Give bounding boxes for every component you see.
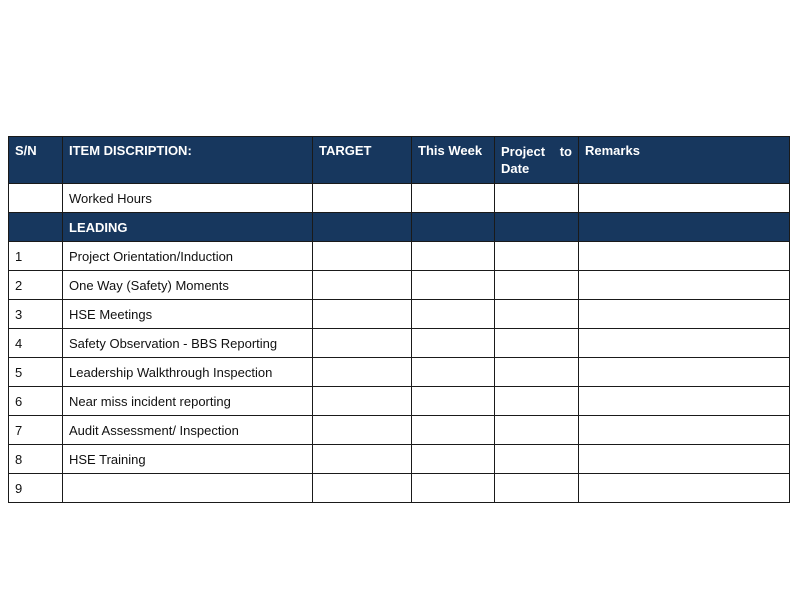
table-row [9, 271, 790, 300]
section-remarks-cell [579, 213, 790, 242]
target-cell [313, 271, 412, 300]
sn-cell [9, 184, 63, 213]
remarks-cell [579, 329, 790, 358]
section-target-cell [313, 213, 412, 242]
this-week-cell [412, 242, 495, 271]
this-week-cell [412, 358, 495, 387]
this-week-cell [412, 329, 495, 358]
this-week-cell [412, 445, 495, 474]
remarks-cell [579, 358, 790, 387]
sn-cell: 8 [9, 445, 63, 474]
project-to-date-cell [495, 300, 579, 329]
project-to-date-cell [495, 271, 579, 300]
header-target: TARGET [313, 137, 412, 184]
this-week-cell [412, 387, 495, 416]
section-sn-cell [9, 213, 63, 242]
this-week-cell [412, 416, 495, 445]
table-row [9, 445, 790, 474]
remarks-cell [579, 242, 790, 271]
sn-cell: 3 [9, 300, 63, 329]
remarks-cell [579, 300, 790, 329]
target-cell [313, 445, 412, 474]
project-to-date-cell [495, 474, 579, 503]
item-cell: Safety Observation - BBS Reporting [63, 329, 313, 358]
project-to-date-cell [495, 329, 579, 358]
section-label: LEADING [63, 213, 313, 242]
header-sn: S/N [9, 137, 63, 184]
table-row [9, 474, 790, 503]
item-rows [9, 242, 790, 503]
item-cell: Worked Hours [63, 184, 313, 213]
header-this-week: This Week [412, 137, 495, 184]
item-cell: Near miss incident reporting [63, 387, 313, 416]
this-week-cell [412, 474, 495, 503]
section-this-week-cell [412, 213, 495, 242]
table-row [9, 358, 790, 387]
worked-hours-row [9, 184, 790, 213]
header-remarks: Remarks [579, 137, 790, 184]
table-row [9, 329, 790, 358]
remarks-cell [579, 416, 790, 445]
header-item-description: ITEM DISCRIPTION: [63, 137, 313, 184]
target-cell [313, 329, 412, 358]
section-project-to-date-cell [495, 213, 579, 242]
header-row [9, 137, 790, 184]
sn-cell: 4 [9, 329, 63, 358]
this-week-cell [412, 184, 495, 213]
target-cell [313, 387, 412, 416]
item-cell: Audit Assessment/ Inspection [63, 416, 313, 445]
table-row [9, 300, 790, 329]
table-row [9, 242, 790, 271]
item-cell: Leadership Walkthrough Inspection [63, 358, 313, 387]
target-cell [313, 416, 412, 445]
section-row-leading [9, 213, 790, 242]
item-cell: One Way (Safety) Moments [63, 271, 313, 300]
remarks-cell [579, 445, 790, 474]
remarks-cell [579, 271, 790, 300]
project-to-date-cell [495, 358, 579, 387]
sn-cell: 6 [9, 387, 63, 416]
target-cell [313, 184, 412, 213]
item-cell [63, 474, 313, 503]
sn-cell: 5 [9, 358, 63, 387]
remarks-cell [579, 474, 790, 503]
hse-report-table [8, 136, 790, 503]
project-to-date-cell [495, 416, 579, 445]
table-row [9, 416, 790, 445]
project-to-date-cell [495, 184, 579, 213]
this-week-cell [412, 271, 495, 300]
sn-cell: 9 [9, 474, 63, 503]
remarks-cell [579, 184, 790, 213]
target-cell [313, 474, 412, 503]
sn-cell: 2 [9, 271, 63, 300]
this-week-cell [412, 300, 495, 329]
item-cell: Project Orientation/Induction [63, 242, 313, 271]
remarks-cell [579, 387, 790, 416]
project-to-date-cell [495, 387, 579, 416]
item-cell: HSE Meetings [63, 300, 313, 329]
sn-cell: 1 [9, 242, 63, 271]
project-to-date-cell [495, 242, 579, 271]
target-cell [313, 300, 412, 329]
header-project-to-date: Project to Date [495, 137, 579, 184]
target-cell [313, 358, 412, 387]
sn-cell: 7 [9, 416, 63, 445]
item-cell: HSE Training [63, 445, 313, 474]
project-to-date-cell [495, 445, 579, 474]
table-row [9, 387, 790, 416]
target-cell [313, 242, 412, 271]
